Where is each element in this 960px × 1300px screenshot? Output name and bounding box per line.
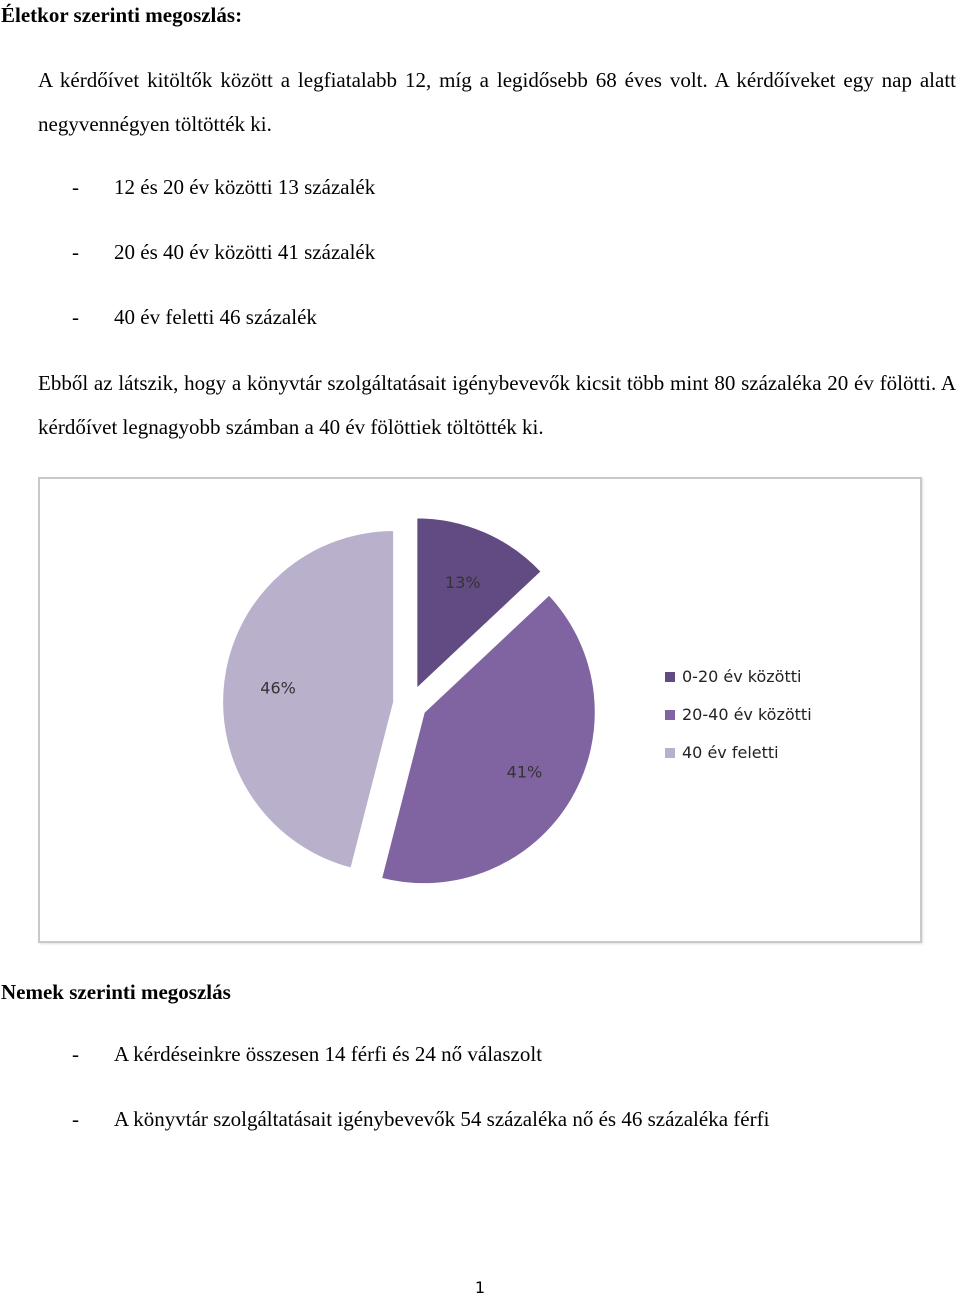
legend-label: 20-40 év közötti	[682, 705, 812, 724]
age-pie-chart	[38, 477, 922, 943]
gender-bullet-item	[72, 1042, 542, 1067]
pie-slice	[381, 594, 596, 884]
legend-swatch	[665, 748, 675, 758]
legend-swatch	[665, 672, 675, 682]
bullet-text: 12 és 20 év közötti 13 százalék	[114, 175, 376, 199]
gender-bullet-item	[72, 1107, 769, 1132]
bullet-text: A kérdéseinkre összesen 14 férfi és 24 nő válaszolt	[114, 1042, 543, 1066]
bullet-dash: -	[72, 1042, 79, 1066]
age-distribution-heading: Életkor szerinti megoszlás:	[1, 3, 243, 27]
bullet-dash: -	[72, 1107, 79, 1131]
bullet-dash: -	[72, 240, 79, 264]
pie-slice	[222, 530, 394, 869]
legend-label: 40 év feletti	[682, 743, 779, 762]
bullet-dash: -	[72, 175, 79, 199]
legend-swatch	[665, 710, 675, 720]
age-intro-paragraph: A kérdőívet kitöltők között a legfiatalabb 12, míg a legidősebb 68 éves volt. A kérdőíveket egy nap alatt negyvennégyen töltötték ki.	[38, 68, 956, 136]
bullet-text: 40 év feletti 46 százalék	[114, 305, 317, 329]
bullet-text: 20 és 40 év közötti 41 százalék	[114, 240, 376, 264]
bullet-text: A könyvtár szolgáltatásait igénybevevők 54 százaléka nő és 46 százaléka férfi	[114, 1107, 770, 1131]
page-number: 1	[474, 1278, 486, 1297]
pie-slice-label: 41%	[506, 762, 543, 782]
pie-slice-label: 46%	[260, 678, 296, 698]
pie-slice-label: 13%	[445, 572, 481, 592]
gender-distribution-heading: Nemek szerinti megoszlás	[1, 980, 231, 1004]
pie-chart-canvas	[40, 479, 920, 941]
bullet-dash: -	[72, 305, 79, 329]
age-bullet-item	[72, 175, 375, 200]
legend-label: 0-20 év közötti	[682, 667, 802, 686]
age-bullet-item	[72, 305, 317, 330]
age-bullet-item	[72, 240, 375, 265]
age-summary-paragraph: Ebből az látszik, hogy a könyvtár szolgáltatásait igénybevevők kicsit több mint 80 százaléka 20 év fölötti. A kérdőívet legnagyobb számban a 40 év fölöttiek töltötték ki.	[38, 371, 956, 439]
